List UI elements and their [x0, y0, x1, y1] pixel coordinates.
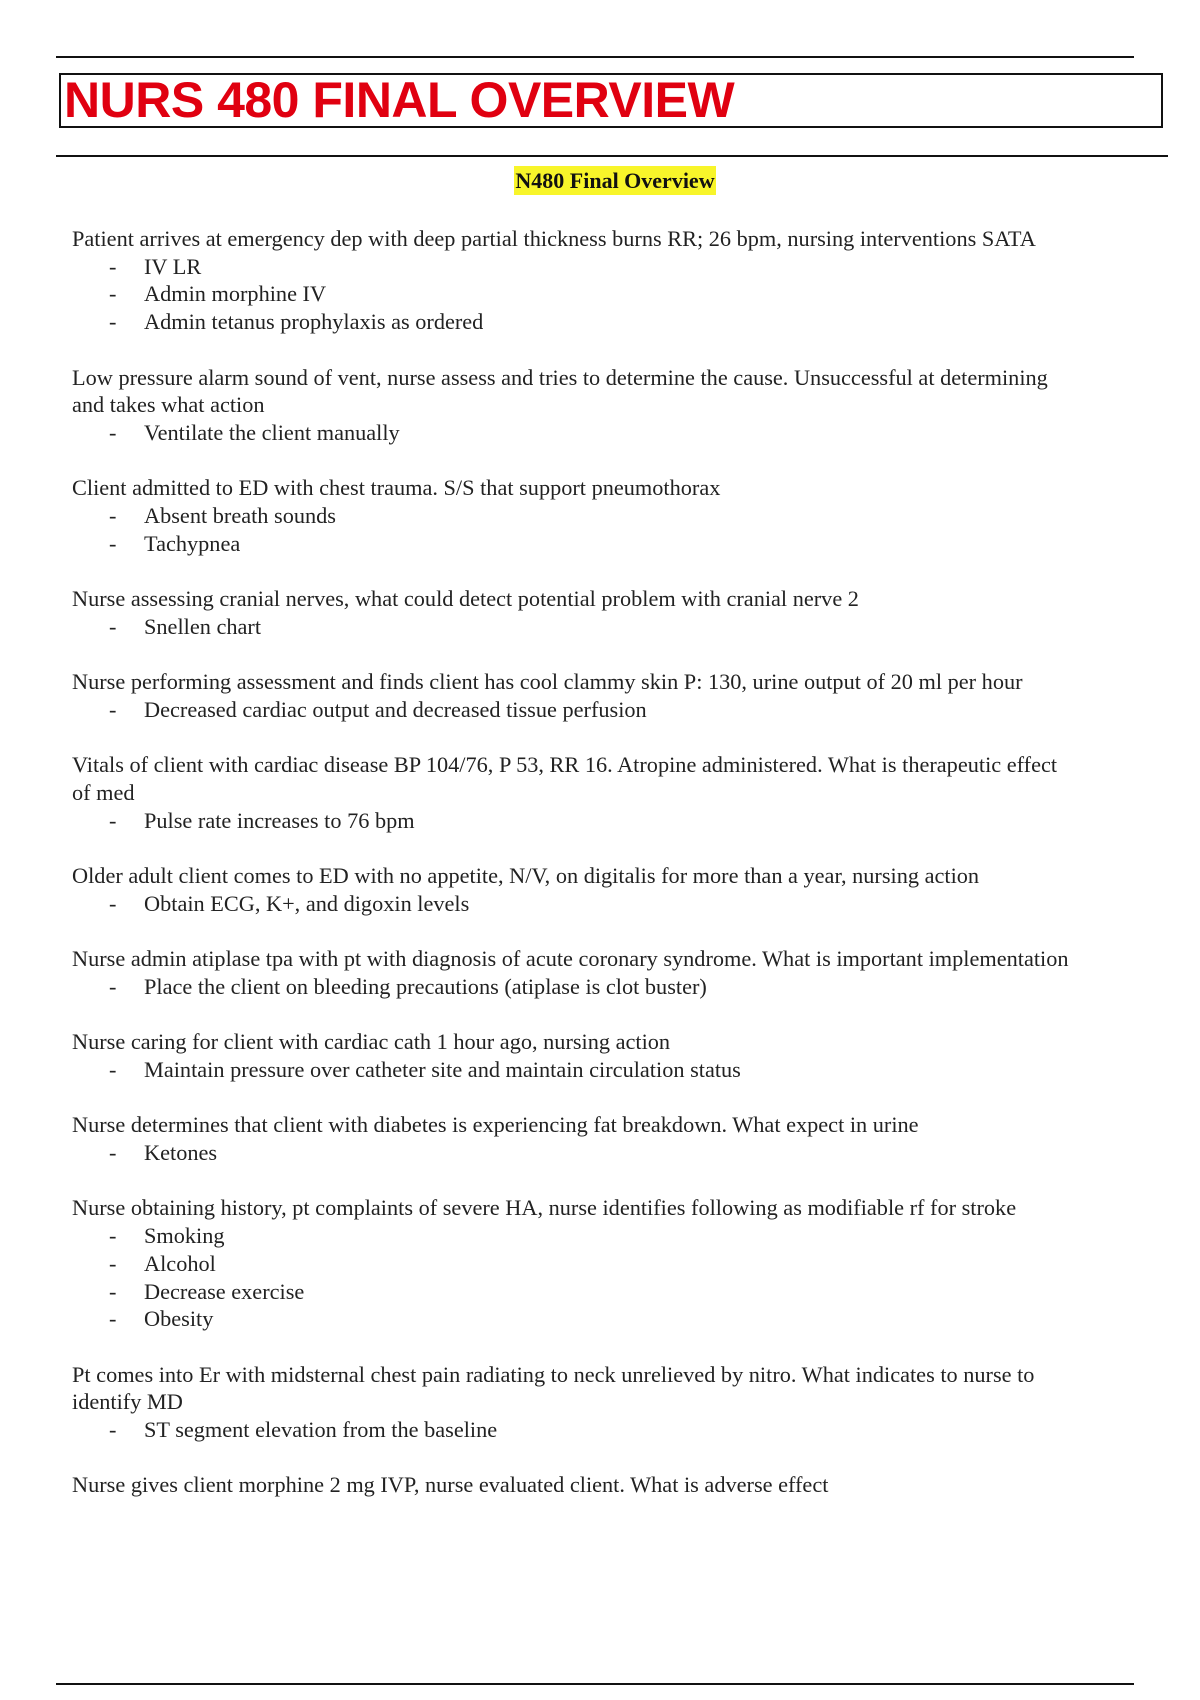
bullet-dash: - — [109, 1250, 117, 1276]
qa-block — [72, 364, 1182, 447]
answer-text: Alcohol — [144, 1250, 216, 1276]
qa-block — [72, 585, 1182, 640]
bullet-dash: - — [109, 696, 117, 722]
answer-text: Ketones — [144, 1140, 218, 1166]
answer-text: Obtain ECG, K+, and digoxin levels — [144, 890, 470, 916]
answer-item — [72, 1416, 1182, 1444]
answer-item — [72, 1250, 1182, 1278]
answer-text: Admin morphine IV — [144, 281, 327, 307]
answer-item — [72, 973, 1182, 1001]
footer-rule — [56, 1683, 1134, 1685]
answer-item — [72, 1278, 1182, 1306]
answer-item — [72, 696, 1182, 724]
answer-item — [72, 502, 1182, 530]
question-text: Patient arrives at emergency dep with deep partial thickness burns RR; 26 bpm, nursing interventions SATA — [72, 226, 1036, 251]
question-text: Low pressure alarm sound of vent, nurse assess and tries to determine the cause. Unsuccessful at determining — [72, 364, 1048, 390]
question-text: Nurse caring for client with cardiac cath 1 hour ago, nursing action — [72, 1029, 671, 1055]
answer-text: Obesity — [144, 1306, 214, 1332]
qa-block — [72, 225, 1182, 336]
bullet-dash: - — [109, 613, 117, 639]
answer-text: IV LR — [144, 253, 202, 279]
answer-item — [72, 280, 1182, 308]
answer-item — [72, 1222, 1182, 1250]
title-box — [59, 73, 1163, 128]
qa-block — [72, 668, 1182, 723]
question-text: and takes what action — [72, 392, 265, 418]
answer-text: Ventilate the client manually — [144, 419, 400, 445]
answer-item — [72, 807, 1182, 835]
bullet-dash: - — [109, 890, 117, 916]
bullet-dash: - — [109, 973, 117, 999]
bullet-dash: - — [109, 1278, 117, 1304]
question-text: Nurse performing assessment and finds client has cool clammy skin P: 130, urine output of 20 ml per hour — [72, 669, 1023, 695]
bullet-dash: - — [109, 419, 117, 445]
answer-item — [72, 1139, 1182, 1167]
bullet-dash: - — [109, 1056, 117, 1082]
qa-block — [72, 1111, 1182, 1166]
question-text: of med — [72, 779, 135, 805]
qa-block — [72, 862, 1182, 917]
answer-text: Place the client on bleeding precautions (atiplase is clot buster) — [144, 973, 707, 999]
qa-block — [72, 1471, 1182, 1499]
question-text: Pt comes into Er with midsternal chest pain radiating to neck unrelieved by nitro. What indicates to nurse to — [72, 1361, 1035, 1387]
subtitle-wrap — [0, 168, 1200, 194]
answer-item — [72, 253, 1182, 281]
answer-text: Decrease exercise — [144, 1278, 305, 1304]
bullet-dash: - — [109, 530, 117, 556]
answer-item — [72, 308, 1182, 336]
qa-block — [72, 474, 1182, 557]
answer-text: Smoking — [144, 1223, 225, 1249]
bullet-dash: - — [109, 1140, 117, 1166]
answer-item — [72, 890, 1182, 918]
qa-block — [72, 945, 1182, 1000]
question-text: Nurse obtaining history, pt complaints of severe HA, nurse identifies following as modifiable rf for stroke — [72, 1195, 1017, 1221]
answer-text: Maintain pressure over catheter site and maintain circulation status — [144, 1056, 741, 1082]
bullet-dash: - — [109, 503, 117, 528]
answer-text: Admin tetanus prophylaxis as ordered — [144, 309, 484, 335]
answer-item — [72, 419, 1182, 447]
bullet-dash: - — [109, 309, 117, 335]
question-text: Nurse admin atiplase tpa with pt with diagnosis of acute coronary syndrome. What is important implementation — [72, 946, 1069, 972]
question-text: Nurse determines that client with diabetes is experiencing fat breakdown. What expect in urine — [72, 1112, 919, 1138]
header-bottom-rule — [56, 155, 1168, 157]
highlighted-subtitle: N480 Final Overview — [515, 168, 715, 193]
answer-item — [72, 613, 1182, 641]
answer-item — [72, 1305, 1182, 1333]
answer-text: Snellen chart — [144, 613, 262, 639]
answer-item — [72, 1056, 1182, 1084]
answer-text: Pulse rate increases to 76 bpm — [144, 807, 415, 833]
answer-text: Absent breath sounds — [144, 503, 336, 528]
answer-item — [72, 530, 1182, 558]
bullet-dash: - — [109, 1306, 117, 1332]
bullet-dash: - — [109, 281, 117, 307]
qa-block — [72, 1028, 1182, 1083]
question-text: Nurse gives client morphine 2 mg IVP, nurse evaluated client. What is adverse effect — [72, 1472, 829, 1498]
question-text: Vitals of client with cardiac disease BP 104/76, P 53, RR 16. Atropine administered. What is therapeutic effect — [72, 752, 1058, 778]
qa-block — [72, 1361, 1182, 1444]
qa-block — [72, 751, 1182, 834]
document-title: NURS 480 FINAL OVERVIEW — [64, 72, 735, 128]
qa-block — [72, 1194, 1182, 1333]
bullet-dash: - — [109, 807, 117, 833]
answer-text: ST segment elevation from the baseline — [144, 1417, 498, 1443]
top-rule — [56, 56, 1134, 58]
document-body — [72, 225, 1182, 1527]
question-text: Nurse assessing cranial nerves, what could detect potential problem with cranial nerve 2 — [72, 586, 859, 612]
bullet-dash: - — [109, 1417, 117, 1443]
bullet-dash: - — [109, 253, 117, 279]
question-text: Older adult client comes to ED with no appetite, N/V, on digitalis for more than a year, nursing action — [72, 863, 980, 889]
question-text: Client admitted to ED with chest trauma. S/S that support pneumothorax — [72, 475, 721, 501]
answer-text: Decreased cardiac output and decreased tissue perfusion — [144, 696, 647, 722]
answer-text: Tachypnea — [144, 530, 241, 556]
question-text: identify MD — [72, 1389, 183, 1415]
bullet-dash: - — [109, 1223, 117, 1249]
